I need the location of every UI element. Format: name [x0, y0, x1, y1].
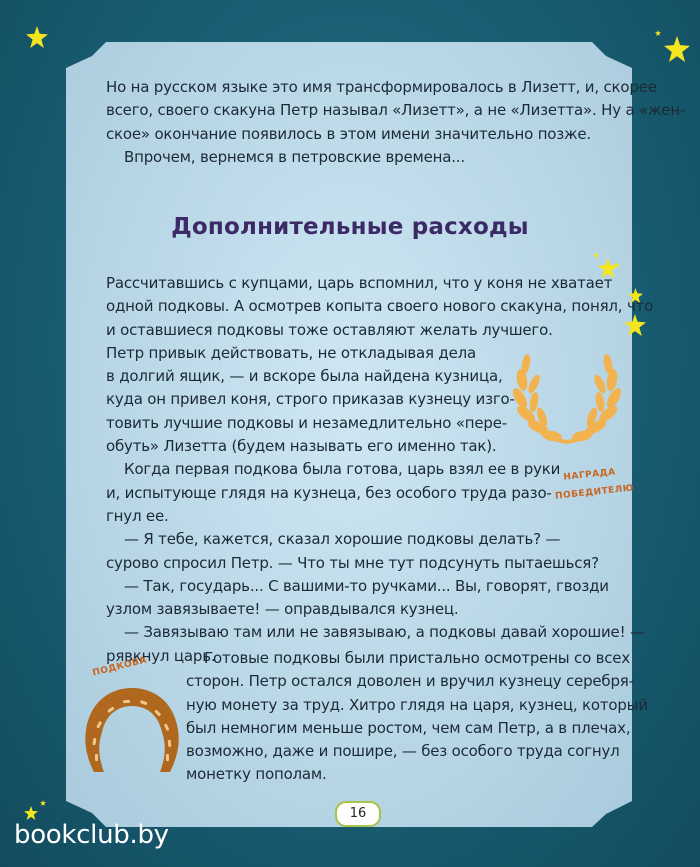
- page-number: 16: [335, 801, 381, 827]
- star-icon: [614, 262, 620, 268]
- intro-paragraph: [106, 76, 685, 169]
- star-icon: [26, 26, 48, 48]
- text-line: Петр привык действовать, не откладывая дела: [106, 343, 476, 362]
- horseshoe-label: ПОДКОВА: [91, 655, 148, 679]
- text-line: в долгий ящик, — и вскоре была найдена кузница,: [106, 367, 503, 386]
- text-line: и, испытующе глядя на кузнеца, без особого труда разо-: [106, 483, 552, 502]
- star-icon: [24, 806, 38, 820]
- text-line: обуть» Лизетта (будем называть его именно так).: [106, 437, 497, 456]
- text-line: — Я тебе, кажется, сказал хорошие подковы делать? —: [124, 530, 561, 549]
- text-line: Готовые подковы были пристально осмотрены со всех: [204, 649, 631, 667]
- text-line: сурово спросил Петр. — Что ты мне тут подсунуть пытаешься?: [106, 553, 599, 572]
- brand-watermark: bookclub.by: [14, 820, 169, 850]
- text-line: — Так, государь... С вашими-то ручками... Вы, говорят, гвозди: [124, 576, 609, 595]
- text-line: монетку пополам.: [186, 765, 327, 784]
- laurel-wreath-icon: [508, 340, 626, 448]
- star-icon: [664, 36, 690, 62]
- text-line: Рассчитавшись с купцами, царь вспомнил, что у коня не хватает: [106, 274, 613, 292]
- star-icon: [655, 30, 661, 36]
- text-line: Когда первая подкова была готова, царь взял ее в руки: [124, 460, 561, 479]
- text-line: Но на русском языке это имя трансформировалось в Лизетт, и, скорее: [106, 78, 657, 96]
- text-line: — Завязываю там или не завязываю, а подковы давай хорошие! —: [124, 623, 645, 642]
- text-line: гнул ее.: [106, 506, 169, 525]
- section-heading: Дополнительные расходы: [171, 214, 529, 240]
- text-line: рявкнул царь.: [106, 646, 216, 665]
- text-line: ское» окончание появилось в этом имени значительно позже.: [106, 124, 591, 143]
- horseshoe-icon: [82, 684, 182, 776]
- award-label-line: ПОБЕДИТЕЛЮ: [554, 483, 635, 502]
- text-line: одной подковы. А осмотрев копыта своего нового скакуна, понял, что: [106, 297, 654, 316]
- text-line: сторон. Петр остался доволен и вручил кузнецу серебря-: [186, 672, 634, 691]
- text-line: товить лучшие подковы и незамедлительно «пере-: [106, 413, 507, 432]
- text-line: был немногим меньше ростом, чем сам Петр, а в плечах,: [186, 718, 631, 737]
- closing-paragraph: [186, 647, 648, 787]
- text-line: возможно, даже и пошире, — без особого труда согнул: [186, 742, 620, 761]
- text-line: Впрочем, вернемся в петровские времена...: [124, 147, 465, 166]
- award-label-line: НАГРАДА: [563, 467, 617, 483]
- text-line: куда он привел коня, строго приказав кузнецу изго-: [106, 390, 515, 409]
- text-line: ную монету за труд. Хитро глядя на царя, кузнец, который: [186, 695, 648, 714]
- star-icon: [40, 800, 46, 806]
- text-line: и оставшиеся подковы тоже оставляют желать лучшего.: [106, 320, 553, 339]
- text-line: всего, своего скакуна Петр называл «Лизетт», а не «Лизетта». Ну а «жен-: [106, 101, 686, 120]
- star-icon: [593, 252, 599, 258]
- text-line: узлом завязываете! — оправдывался кузнец.: [106, 600, 459, 619]
